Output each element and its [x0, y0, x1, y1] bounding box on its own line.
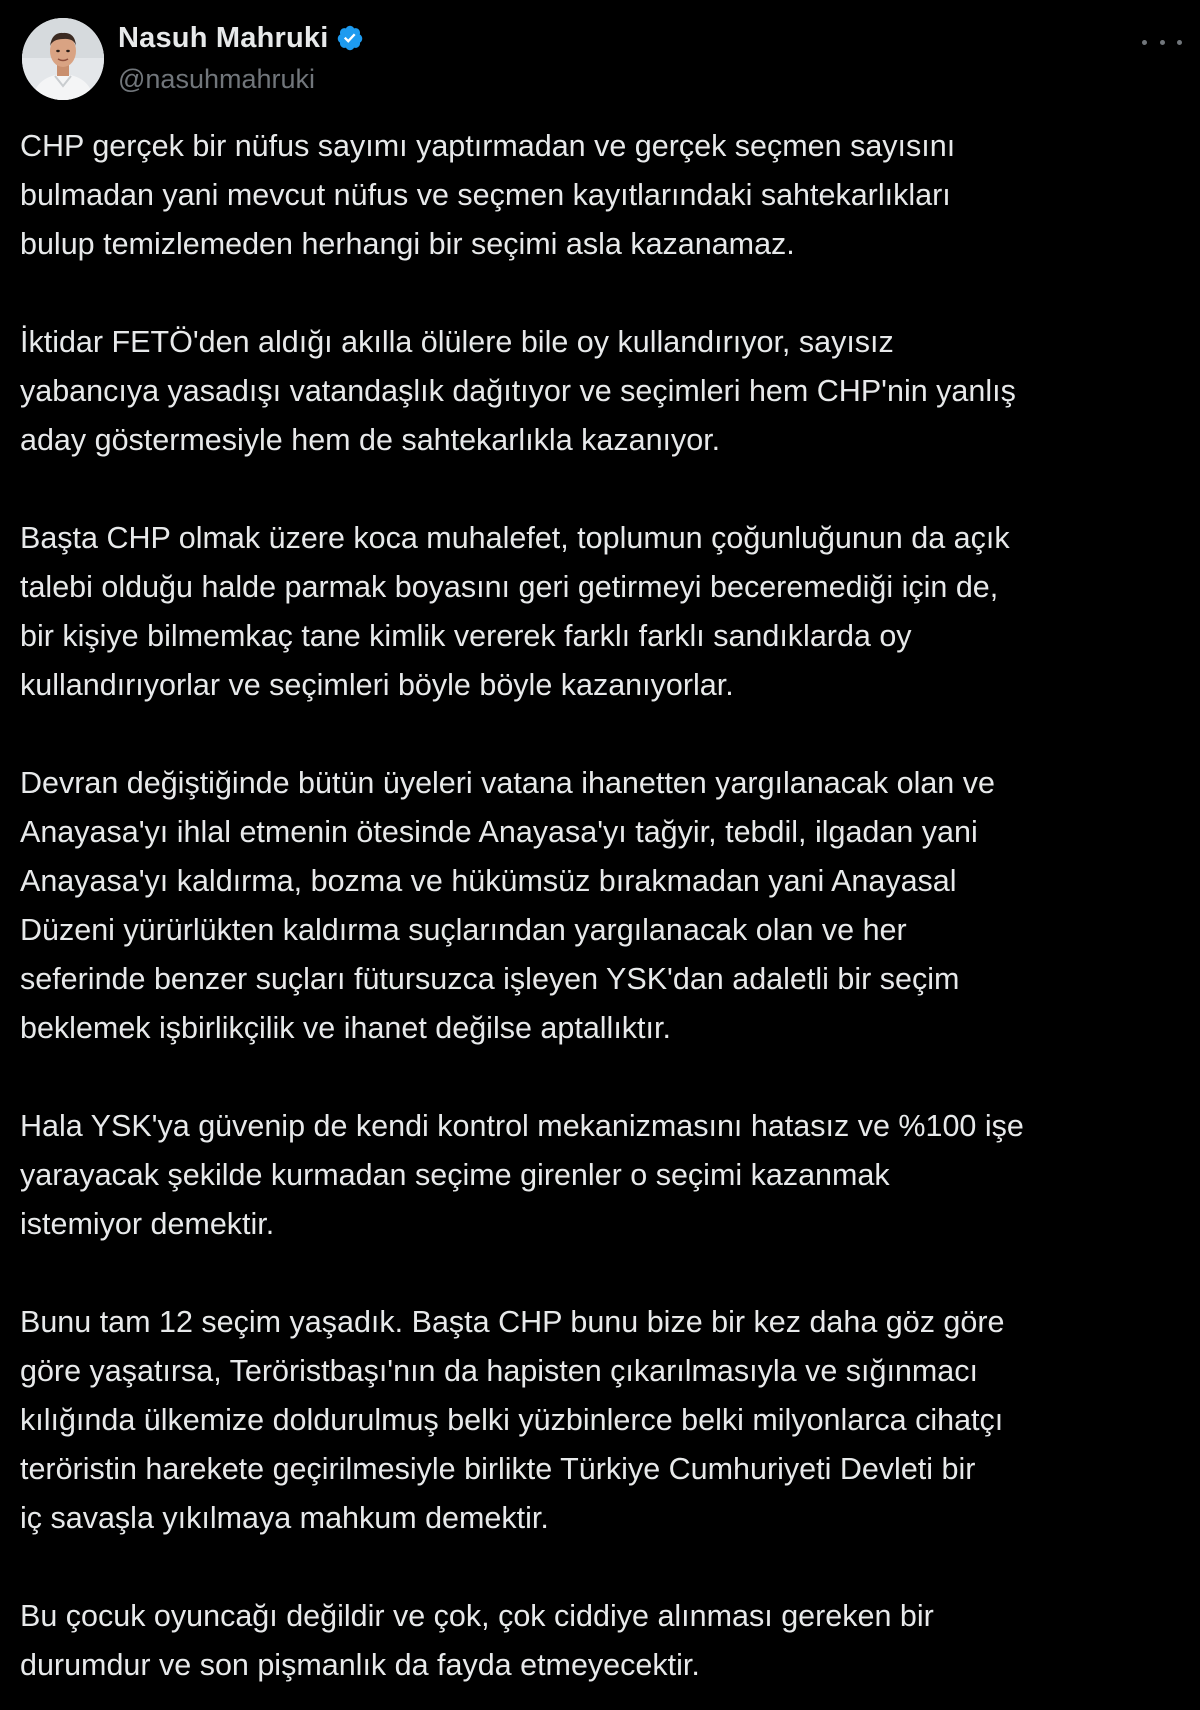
more-dot — [1142, 40, 1147, 45]
author-names — [118, 18, 364, 95]
text-line: İktidar FETÖ'den aldığı akılla ölülere bile oy kullandırıyor, sayısız — [20, 325, 894, 359]
text-line: bir kişiye bilmemkaç tane kimlik vererek farklı farklı sandıklarda oy — [20, 619, 912, 653]
text-line: Bunu tam 12 seçim yaşadık. Başta CHP bunu bize bir kez daha göz göre — [20, 1305, 1005, 1339]
text-line: Hala YSK'ya güvenip de kendi kontrol mekanizmasını hatasız ve %100 işe — [20, 1109, 1024, 1143]
tweet-paragraph — [20, 514, 1185, 710]
tweet-paragraph — [20, 759, 1185, 1053]
text-line: Başta CHP olmak üzere koca muhalefet, toplumun çoğunluğunun da açık — [20, 521, 1010, 555]
text-line: Bu çocuk oyuncağı değildir ve çok, çok ciddiye alınması gereken bir — [20, 1599, 934, 1633]
tweet-header — [22, 18, 1182, 102]
tweet-paragraph — [20, 122, 1185, 269]
display-name-row — [118, 18, 364, 58]
text-line: göre yaşatırsa, Teröristbaşı'nın da hapisten çıkarılmasıyla ve sığınmacı — [20, 1354, 978, 1388]
text-line: bulmadan yani mevcut nüfus ve seçmen kayıtlarındaki sahtekarlıkları — [20, 178, 951, 212]
tweet-paragraph — [20, 1592, 1185, 1690]
text-line: CHP gerçek bir nüfus sayımı yaptırmadan ve gerçek seçmen sayısını — [20, 129, 956, 163]
text-line: teröristin harekete geçirilmesiyle birlikte Türkiye Cumhuriyeti Devleti bir — [20, 1452, 976, 1486]
text-line: yarayacak şekilde kurmadan seçime girenler o seçimi kazanmak — [20, 1158, 890, 1192]
tweet-paragraph — [20, 1102, 1185, 1249]
text-line: bulup temizlemeden herhangi bir seçimi asla kazanamaz. — [20, 227, 795, 261]
text-line: beklemek işbirlikçilik ve ihanet değilse aptallıktır. — [20, 1011, 671, 1045]
text-line: aday göstermesiyle hem de sahtekarlıkla kazanıyor. — [20, 423, 721, 457]
avatar[interactable] — [22, 18, 104, 100]
verified-badge-icon[interactable] — [336, 24, 364, 52]
text-line: talebi olduğu halde parmak boyasını geri getirmeyi beceremediği için de, — [20, 570, 999, 604]
text-line: seferinde benzer suçları fütursuzca işleyen YSK'dan adaletli bir seçim — [20, 962, 960, 996]
more-dot — [1177, 40, 1182, 45]
tweet-paragraph — [20, 318, 1185, 465]
text-line: kılığında ülkemize doldurulmuş belki yüzbinlerce belki milyonlarca cihatçı — [20, 1403, 1004, 1437]
text-line: istemiyor demektir. — [20, 1207, 275, 1241]
tweet-paragraph — [20, 1298, 1185, 1543]
text-line: yabancıya yasadışı vatandaşlık dağıtıyor ve seçimleri hem CHP'nin yanlış — [20, 374, 1016, 408]
text-line: Anayasa'yı kaldırma, bozma ve hükümsüz bırakmadan yani Anayasal — [20, 864, 957, 898]
tweet-text — [20, 122, 1185, 1690]
handle[interactable]: @nasuhmahruki — [118, 64, 316, 94]
text-line: Anayasa'yı ihlal etmenin ötesinde Anayasa'yı tağyir, tebdil, ilgadan yani — [20, 815, 978, 849]
text-line: durumdur ve son pişmanlık da fayda etmeyecektir. — [20, 1648, 700, 1682]
text-line: kullandırıyorlar ve seçimleri böyle böyle kazanıyorlar. — [20, 668, 734, 702]
text-line: Devran değiştiğinde bütün üyeleri vatana ihanetten yargılanacak olan ve — [20, 766, 995, 800]
text-line: Düzeni yürürlükten kaldırma suçlarından yargılanacak olan ve her — [20, 913, 907, 947]
text-line: iç savaşla yıkılmaya mahkum demektir. — [20, 1501, 549, 1535]
display-name[interactable]: Nasuh Mahruki — [118, 21, 329, 54]
avatar-image — [22, 18, 104, 100]
more-dot — [1160, 40, 1165, 45]
more-options-icon[interactable] — [1142, 32, 1182, 52]
